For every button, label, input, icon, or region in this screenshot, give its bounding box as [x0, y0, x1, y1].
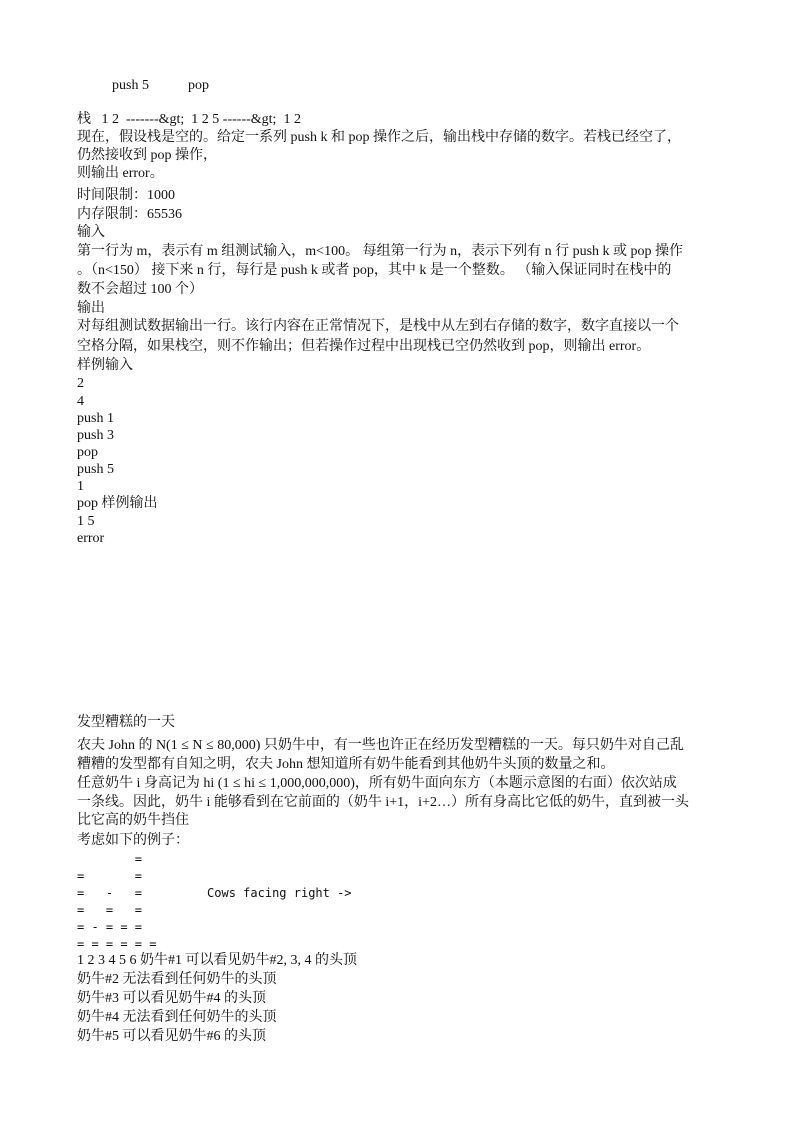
- diagram-row: = - = Cows facing right ->: [77, 886, 352, 900]
- text-line: 空格分隔，如果栈空，则不作输出；但若操作过程中出现栈已空仍然收到 pop，则输出 error。: [77, 339, 651, 354]
- text-line: pop 样例输出: [77, 496, 158, 511]
- text-line: 糟糟的发型都有自知之明，农夫 John 想知道所有奶牛能看到其他奶牛头顶的数量之和。: [77, 757, 615, 772]
- text-line: 比它高的奶牛挡住: [77, 813, 189, 828]
- text-line: 奶牛#4 无法看到任何奶牛的头顶: [77, 1010, 277, 1025]
- text-line: 1: [77, 479, 84, 494]
- text-line: 则输出 error。: [77, 166, 164, 181]
- text-line: 输出: [77, 301, 105, 316]
- text-line: 1 2 3 4 5 6 奶牛#1 可以看见奶牛#2, 3, 4 的头顶: [77, 953, 357, 968]
- text-line: 仍然接收到 pop 操作，: [77, 148, 217, 163]
- diagram-row: = = = = = =: [77, 937, 157, 951]
- text-line: 奶牛#3 可以看见奶牛#4 的头顶: [77, 991, 266, 1006]
- text-line: 对每组测试数据输出一行。该行内容在正常情况下，是栈中从左到右存储的数字，数字直接以一个: [77, 319, 679, 334]
- text-line: 输入: [77, 225, 105, 240]
- text-line: 4: [77, 394, 84, 409]
- text-line: push 3: [77, 428, 114, 443]
- text-line: 考虑如下的例子：: [77, 833, 189, 848]
- text-line: 栈 1 2 -------&gt; 1 2 5 ------&gt; 1 2: [77, 112, 301, 127]
- diagram-row: = =: [77, 869, 143, 883]
- text-line: 奶牛#2 无法看到任何奶牛的头顶: [77, 972, 277, 987]
- text-line: 第一行为 m，表示有 m 组测试输入，m<100。 每组第一行为 n，表示下列有 n 行 push k 或 pop 操作: [77, 244, 684, 259]
- text-line: 任意奶牛 i 身高记为 hi (1 ≤ hi ≤ 1,000,000,000)，所有奶牛面向东方（本题示意图的右面）依次站成: [77, 776, 677, 791]
- section-title: 发型糟糕的一天: [77, 715, 175, 730]
- text-line: 。（n<150） 接下来 n 行，每行是 push k 或者 pop，其中 k 是一个整数。 （输入保证同时在栈中的: [77, 263, 672, 278]
- text-line: 农夫 John 的 N(1 ≤ N ≤ 80,000) 只奶牛中，有一些也许正在经历发型糟糕的一天。每只奶牛对自己乱: [77, 738, 684, 753]
- text-line: push 5: [77, 462, 114, 477]
- diagram-row: =: [77, 852, 143, 866]
- text-line: error: [77, 531, 105, 546]
- diagram-row: = - = = =: [77, 920, 143, 934]
- text-line: 数不会超过 100 个）: [77, 282, 203, 297]
- text-line: pop: [77, 445, 98, 460]
- text-line: 内存限制：65536: [77, 207, 182, 222]
- text-line: 一条线。因此，奶牛 i 能够看到在它前面的（奶牛 i+1，i+2…）所有身高比它低的奶牛，直到被一头: [77, 795, 689, 810]
- text-line: push 1: [77, 411, 114, 426]
- text-line: 2: [77, 376, 84, 391]
- text-line: 样例输入: [77, 358, 133, 373]
- ops-push: push 5: [112, 78, 149, 93]
- text-line: 1 5: [77, 514, 95, 529]
- text-line: 奶牛#5 可以看见奶牛#6 的头顶: [77, 1029, 266, 1044]
- text-line: 时间限制：1000: [77, 188, 175, 203]
- diagram-row: = = =: [77, 903, 143, 917]
- text-line: 现在，假设栈是空的。给定一系列 push k 和 pop 操作之后，输出栈中存储的数字。若栈已经空了，: [77, 130, 681, 145]
- ops-pop: pop: [188, 78, 209, 93]
